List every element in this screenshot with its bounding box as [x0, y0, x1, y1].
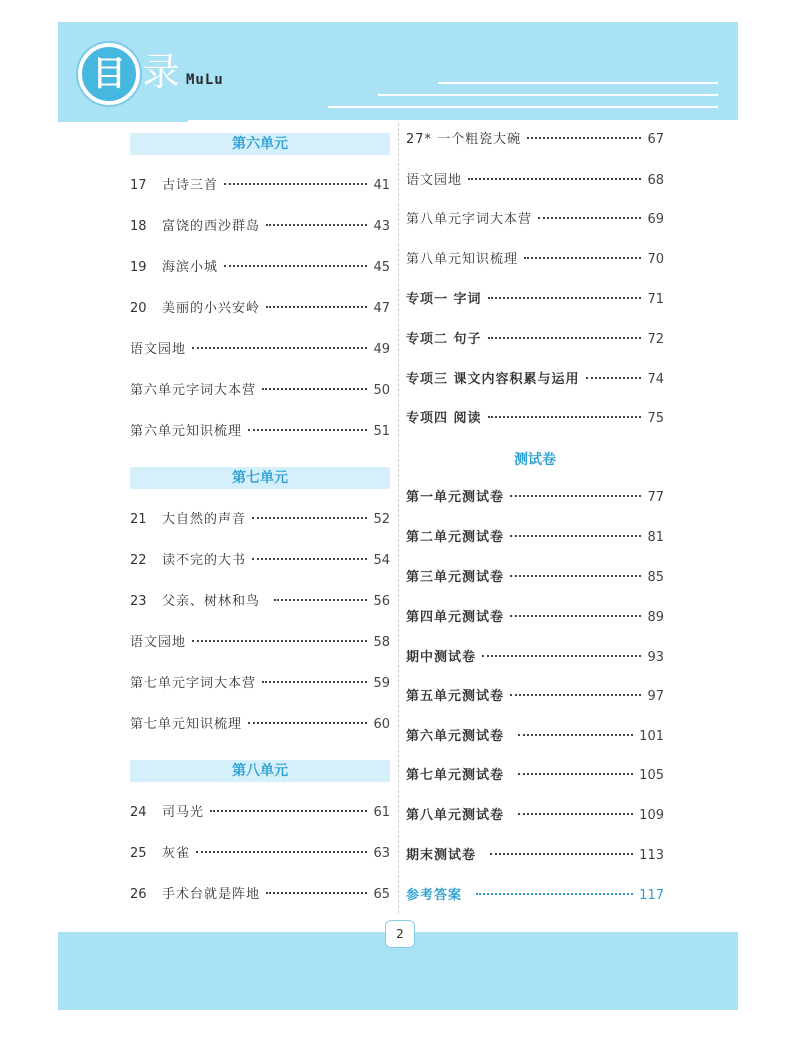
header-deco-line [438, 82, 718, 84]
entry-title: 第七单元测试卷 [406, 768, 505, 783]
toc-entry[interactable] [406, 568, 664, 588]
toc-entry[interactable] [406, 171, 664, 191]
page-ref: 61 [373, 805, 390, 820]
entry-title: 古诗三首 [162, 178, 219, 193]
lesson-number: 23 [130, 594, 147, 609]
dot-leader [538, 217, 641, 219]
entry-title: 第五单元测试卷 [406, 689, 505, 704]
entry-title: 第二单元测试卷 [406, 530, 505, 545]
entry-title: 第七单元字词大本营 [130, 676, 257, 691]
page-ref: 63 [373, 846, 390, 861]
toc-entry[interactable] [406, 648, 664, 668]
dot-leader [248, 722, 367, 724]
entry-title: 父亲、树林和鸟 [162, 594, 261, 609]
toc-entry[interactable] [130, 340, 390, 360]
dot-leader [262, 681, 367, 683]
dot-leader [468, 178, 641, 180]
toc-entry[interactable] [130, 422, 390, 442]
entry-title: 第八单元知识梳理 [406, 252, 519, 267]
toc-entry[interactable] [406, 846, 664, 866]
entry-title: 专项一 字词 [406, 292, 482, 307]
dot-leader [488, 337, 642, 339]
toc-entry[interactable] [130, 217, 390, 237]
toc-entry[interactable] [406, 290, 664, 310]
entry-title: 手术台就是阵地 [162, 887, 261, 902]
toc-entry[interactable] [406, 488, 664, 508]
page-ref: 70 [647, 252, 664, 267]
toc-entry[interactable] [130, 258, 390, 278]
entry-title: 第一单元测试卷 [406, 490, 505, 505]
toc-entry[interactable] [130, 844, 390, 864]
header-deco-line [328, 106, 718, 108]
lesson-number: 24 [130, 805, 147, 820]
page-ref: 43 [373, 219, 390, 234]
page-ref: 50 [373, 383, 390, 398]
page-ref: 51 [373, 424, 390, 439]
dot-leader [524, 257, 641, 259]
toc-entry[interactable] [406, 130, 664, 150]
toc-entry[interactable] [130, 633, 390, 653]
entry-title: 第六单元测试卷 [406, 729, 505, 744]
dot-leader [266, 224, 367, 226]
page-ref: 59 [373, 676, 390, 691]
toc-entry[interactable] [130, 176, 390, 196]
page-ref: 97 [647, 689, 664, 704]
dot-leader [488, 416, 642, 418]
entry-title: 司马光 [162, 805, 205, 820]
dot-leader [518, 734, 633, 736]
dot-leader [262, 388, 367, 390]
toc-logo-icon: 目 [78, 43, 140, 105]
toc-entry[interactable] [406, 766, 664, 786]
entry-title: 专项四 阅读 [406, 411, 482, 426]
entry-title: 美丽的小兴安岭 [162, 301, 261, 316]
header-underline [188, 120, 738, 122]
toc-entry[interactable] [406, 330, 664, 350]
toc-entry[interactable] [406, 727, 664, 747]
entry-title: 大自然的声音 [162, 512, 247, 527]
lesson-number: 19 [130, 260, 147, 275]
entry-title: 第四单元测试卷 [406, 610, 505, 625]
page-ref: 54 [373, 553, 390, 568]
page-ref: 47 [373, 301, 390, 316]
section-heading: 第八单元 [130, 760, 390, 782]
toc-entry[interactable] [406, 210, 664, 230]
lesson-number: 18 [130, 219, 147, 234]
page-ref: 41 [373, 178, 390, 193]
page-ref: 67 [647, 132, 664, 147]
dot-leader [224, 183, 367, 185]
page-ref: 93 [647, 650, 664, 665]
page-title: 录 [142, 50, 181, 94]
dot-leader [192, 640, 367, 642]
page-ref: 75 [647, 411, 664, 426]
dot-leader [488, 297, 642, 299]
dot-leader [510, 495, 641, 497]
dot-leader [510, 575, 641, 577]
page-ref: 85 [647, 570, 664, 585]
dot-leader [510, 694, 641, 696]
section-heading: 测试卷 [514, 452, 556, 468]
page-ref: 45 [373, 260, 390, 275]
dot-leader [252, 517, 367, 519]
page-ref: 49 [373, 342, 390, 357]
dot-leader [510, 535, 641, 537]
dot-leader [518, 773, 633, 775]
toc-entry[interactable] [406, 370, 664, 390]
section-heading: 第六单元 [130, 133, 390, 155]
dot-leader [274, 599, 367, 601]
dot-leader [482, 655, 641, 657]
page-ref: 117 [639, 888, 664, 903]
toc-entry[interactable] [406, 806, 664, 826]
toc-entry[interactable] [130, 551, 390, 571]
dot-leader [192, 347, 367, 349]
page-ref: 74 [647, 372, 664, 387]
entry-title: 语文园地 [406, 173, 463, 188]
lesson-number: 22 [130, 553, 147, 568]
toc-entry[interactable] [406, 687, 664, 707]
toc-entry[interactable] [406, 409, 664, 429]
dot-leader [266, 306, 367, 308]
page-ref: 52 [373, 512, 390, 527]
entry-title: 27* 一个粗瓷大碗 [406, 132, 522, 147]
page-ref: 77 [647, 490, 664, 505]
entry-title: 语文园地 [130, 342, 187, 357]
toc-entry[interactable] [130, 510, 390, 530]
entry-title: 读不完的大书 [162, 553, 247, 568]
entry-title: 专项三 课文内容积累与运用 [406, 372, 580, 387]
entry-title: 专项二 句子 [406, 332, 482, 347]
page-ref: 65 [373, 887, 390, 902]
dot-leader [476, 893, 633, 895]
page-ref: 71 [647, 292, 664, 307]
lesson-number: 26 [130, 887, 147, 902]
entry-title: 期末测试卷 [406, 848, 477, 863]
toc-entry[interactable] [130, 885, 390, 905]
page-ref: 101 [639, 729, 664, 744]
toc-entry[interactable] [406, 608, 664, 628]
dot-leader [510, 615, 641, 617]
page-ref: 68 [647, 173, 664, 188]
page-ref: 113 [639, 848, 664, 863]
dot-leader [586, 377, 642, 379]
entry-title: 第六单元字词大本营 [130, 383, 257, 398]
entry-title: 第八单元字词大本营 [406, 212, 533, 227]
entry-title: 富饶的西沙群岛 [162, 219, 261, 234]
page-ref: 109 [639, 808, 664, 823]
page-ref: 105 [639, 768, 664, 783]
dot-leader [527, 137, 641, 139]
entry-title: 语文园地 [130, 635, 187, 650]
toc-entry-answers[interactable] [406, 886, 664, 906]
page-ref: 81 [647, 530, 664, 545]
toc-entry[interactable] [130, 299, 390, 319]
toc-entry[interactable] [406, 250, 664, 270]
entry-title: 第八单元测试卷 [406, 808, 505, 823]
entry-title: 期中测试卷 [406, 650, 477, 665]
column-divider [398, 123, 399, 913]
dot-leader [252, 558, 367, 560]
header-deco-line [378, 94, 718, 96]
page-ref: 56 [373, 594, 390, 609]
entry-title: 参考答案 [406, 888, 463, 903]
dot-leader [518, 813, 633, 815]
entry-title: 第七单元知识梳理 [130, 717, 243, 732]
lesson-number: 20 [130, 301, 147, 316]
section-heading: 第七单元 [130, 467, 390, 489]
toc-entry[interactable] [130, 381, 390, 401]
page-ref: 72 [647, 332, 664, 347]
entry-title: 第六单元知识梳理 [130, 424, 243, 439]
dot-leader [224, 265, 367, 267]
page-subtitle: MuLu [186, 72, 224, 88]
page-ref: 69 [647, 212, 664, 227]
page-number: 2 [385, 920, 415, 948]
toc-entry[interactable] [130, 674, 390, 694]
dot-leader [248, 429, 367, 431]
dot-leader [196, 851, 367, 853]
page-ref: 89 [647, 610, 664, 625]
entry-title: 灰雀 [162, 846, 191, 861]
toc-entry[interactable] [130, 803, 390, 823]
lesson-number: 21 [130, 512, 147, 527]
toc-entry[interactable] [130, 715, 390, 735]
entry-title: 第三单元测试卷 [406, 570, 505, 585]
dot-leader [490, 853, 633, 855]
lesson-number: 25 [130, 846, 147, 861]
page-ref: 58 [373, 635, 390, 650]
dot-leader [266, 892, 367, 894]
toc-entry[interactable] [406, 528, 664, 548]
page-ref: 60 [373, 717, 390, 732]
lesson-number: 17 [130, 178, 147, 193]
dot-leader [210, 810, 367, 812]
toc-entry[interactable] [130, 592, 390, 612]
entry-title: 海滨小城 [162, 260, 219, 275]
